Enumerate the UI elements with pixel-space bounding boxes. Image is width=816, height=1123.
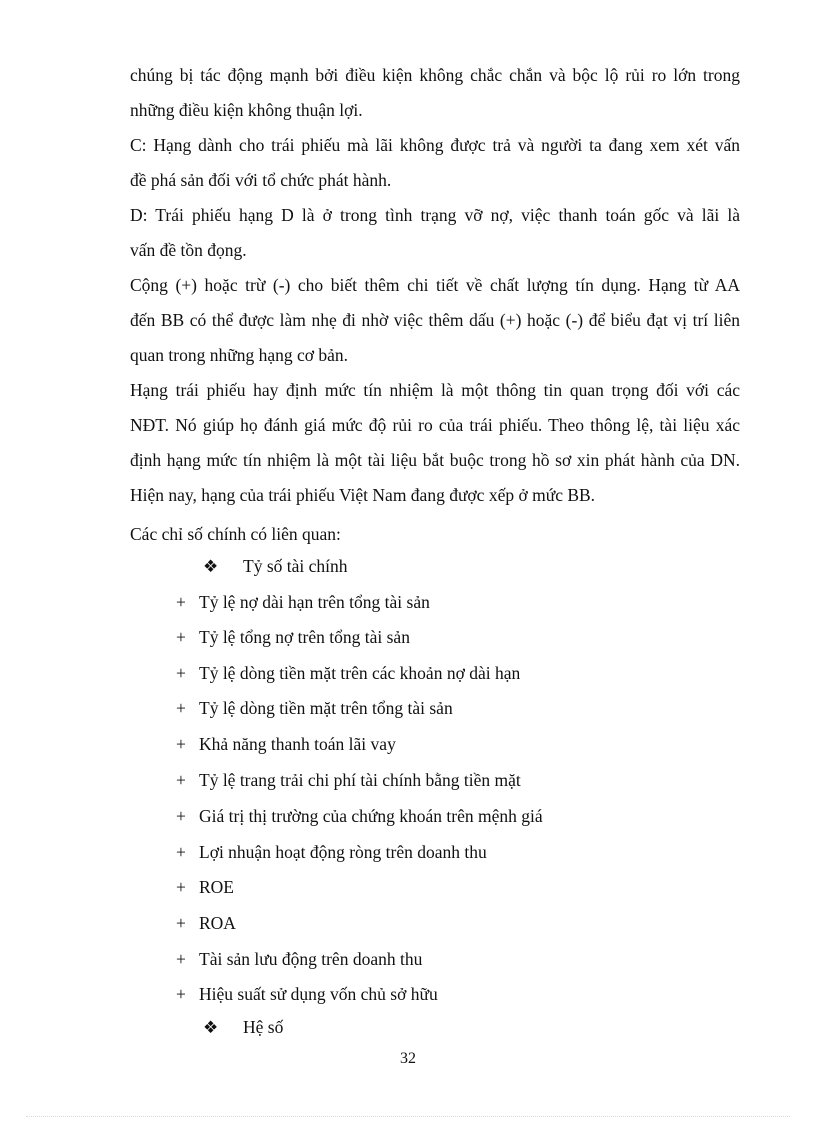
paragraph-1-line-2: những điều kiện không thuận lợi. [130,100,363,120]
diamond-bullet-icon: ❖ [203,557,219,576]
paragraph-3-line-1: D: Trái phiếu hạng D là ở trong tình trạng vỡ nợ, việc thanh toán gốc và lãi là [130,205,740,225]
plus-bullet-icon: + [176,663,186,683]
list-item: + Tỷ lệ tổng nợ trên tổng tài sản [176,627,410,647]
plus-bullet-icon: + [176,949,186,969]
plus-bullet-icon: + [176,913,186,933]
paragraph-4-line-2: đến BB có thể được làm nhẹ đi nhờ việc thêm dấu (+) hoặc (-) để biểu đạt vị trí liên [130,310,740,330]
paragraph-2-line-1: C: Hạng dành cho trái phiếu mà lãi không được trả và người ta đang xem xét vấn [130,135,740,155]
paragraph-2-line-2: đề phá sản đối với tổ chức phát hành. [130,170,392,190]
plus-bullet-icon: + [176,806,186,826]
list-item: + Tỷ lệ dòng tiền mặt trên các khoản nợ dài hạn [176,663,521,683]
paragraph-5-line-3: định hạng mức tín nhiệm là một tài liệu bắt buộc trong hồ sơ xin phát hành của DN. [130,450,740,470]
paragraph-4-line-1: Cộng (+) hoặc trừ (-) cho biết thêm chi tiết về chất lượng tín dụng. Hạng từ AA [130,275,740,295]
list-item: + Khả năng thanh toán lãi vay [176,734,396,754]
list-item: + ROA [176,913,236,933]
plus-bullet-icon: + [176,770,186,790]
plus-bullet-icon: + [176,842,186,862]
list-item: + Tỷ lệ nợ dài hạn trên tổng tài sản [176,592,430,612]
plus-bullet-icon: + [176,734,186,754]
page-bottom-divider [26,1116,790,1117]
paragraph-5-line-1: Hạng trái phiếu hay định mức tín nhiệm là một thông tin quan trọng đối với các [130,380,740,400]
plus-bullet-icon: + [176,877,186,897]
list-item: + Tỷ lệ dòng tiền mặt trên tổng tài sản [176,698,453,718]
list-item: + Giá trị thị trường của chứng khoán trên mệnh giá [176,806,543,826]
list-item: + Tỷ lệ trang trải chi phí tài chính bằng tiền mặt [176,770,521,790]
plus-bullet-icon: + [176,627,186,647]
coefficients-heading [203,1015,283,1040]
paragraph-4-line-3: quan trong những hạng cơ bản. [130,345,348,365]
page-number: 32 [400,1050,416,1067]
plus-bullet-icon: + [176,698,186,718]
plus-bullet-icon: + [176,592,186,612]
paragraph-5-line-2: NĐT. Nó giúp họ đánh giá mức độ rủi ro của trái phiếu. Theo thông lệ, tài liệu xác [130,415,740,435]
coefficients-heading-label: Hệ số [243,1017,284,1037]
paragraph-1-line-1: chúng bị tác động mạnh bởi điều kiện không chắc chắn và bộc lộ rủi ro lớn trong [130,65,740,85]
list-item: + Hiệu suất sử dụng vốn chủ sở hữu [176,984,438,1004]
financial-ratios-heading-label: Tỷ số tài chính [243,556,348,576]
paragraph-3-line-2: vấn đề tồn đọng. [130,240,247,260]
list-item: + Tài sản lưu động trên doanh thu [176,949,423,969]
diamond-bullet-icon: ❖ [203,1018,219,1037]
list-item: + ROE [176,877,234,897]
financial-ratios-heading [203,554,348,579]
list-item: + Lợi nhuận hoạt động ròng trên doanh thu [176,842,487,862]
paragraph-5-line-4: Hiện nay, hạng của trái phiếu Việt Nam đang được xếp ở mức BB. [130,485,596,505]
plus-bullet-icon: + [176,984,186,1004]
indicators-intro: Các chỉ số chính có liên quan: [130,524,341,544]
